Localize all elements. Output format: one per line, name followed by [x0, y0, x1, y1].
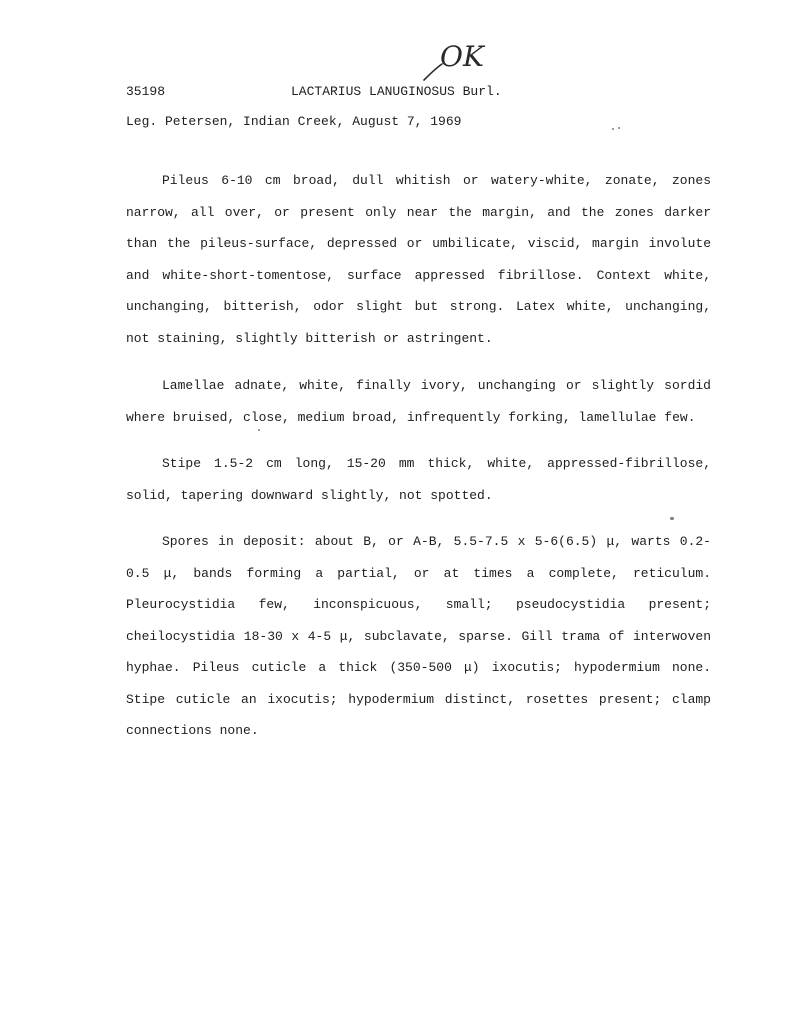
- spores-paragraph: Spores in deposit: about B, or A-B, 5.5-7.5 x 5-6(6.5) μ, warts 0.2-0.5 μ, bands forming a partial, or at times a complete, reticulum. Pleurocystidia few, inconspicuous, small; pseudocystidia present; cheilocystidia 18-30 x 4-5 μ, subclavate, sparse. Gill trama of interwoven hyphae. Pileus cuticle a thick (350-500 μ) ixocutis; hypodermium none. Stipe cuticle an ixocutis; hypodermium distinct, rosettes present; clamp connections none.: [126, 534, 711, 738]
- scan-speck: [670, 517, 674, 520]
- scan-speck: [258, 429, 260, 431]
- collector-line: Leg. Petersen, Indian Creek, August 7, 1969: [126, 114, 462, 129]
- species-title: LACTARIUS LANUGINOSUS Burl.: [291, 84, 502, 99]
- pileus-paragraph: Pileus 6-10 cm broad, dull whitish or watery-white, zonate, zones narrow, all over, or present only near the margin, and the zones darker than the pileus-surface, depressed or umbilicate, viscid, margin involute and white-short-tomentose, surface appressed fibrillose. Context white, unchanging, bitterish, odor slight but strong. Latex white, unchanging, not staining, slightly bitterish or astringent.: [126, 173, 711, 346]
- lamellae-paragraph: Lamellae adnate, white, finally ivory, unchanging or slightly sordid where bruised, close, medium broad, infrequently forking, lamellulae few.: [126, 378, 711, 425]
- specimen-number: 35198: [126, 84, 166, 99]
- stipe-paragraph: Stipe 1.5-2 cm long, 15-20 mm thick, white, appressed-fibrillose, solid, tapering downward slightly, not spotted.: [126, 456, 711, 503]
- ok-handwritten-text: OK: [440, 40, 484, 73]
- handwritten-ok-mark: [418, 34, 498, 86]
- scan-speck: [612, 128, 614, 130]
- scan-speck: [618, 127, 620, 129]
